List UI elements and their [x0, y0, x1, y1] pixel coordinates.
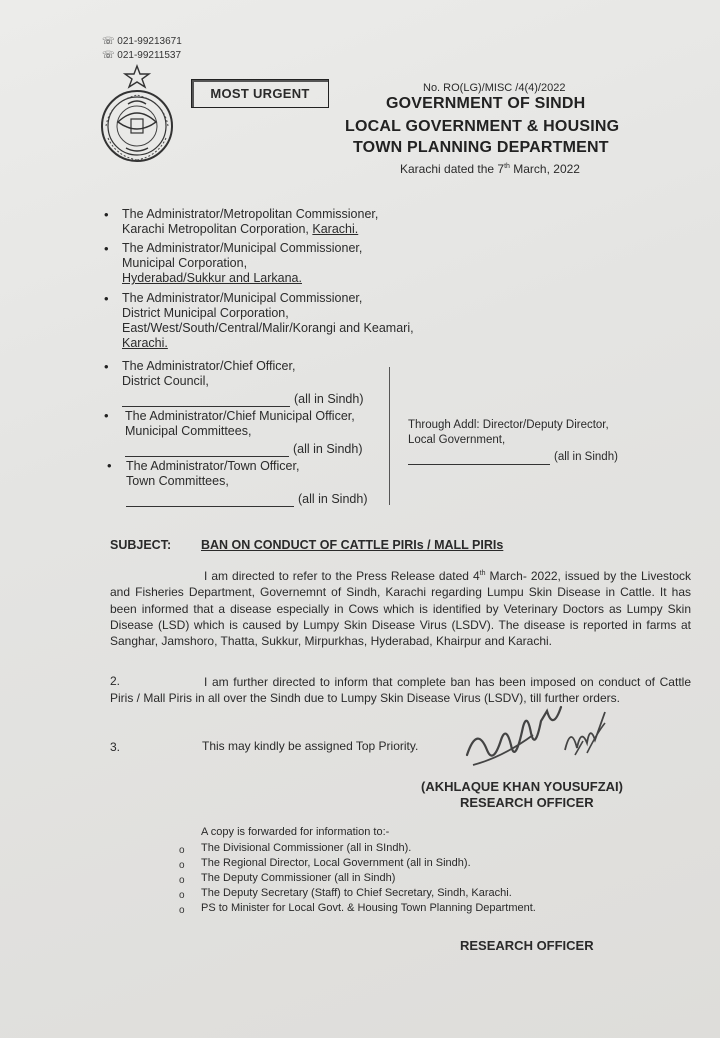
copy-intro: A copy is forwarded for information to:- — [201, 826, 390, 838]
paragraph-1 — [110, 566, 691, 649]
bullet: • — [107, 458, 112, 473]
blank-line — [125, 456, 289, 457]
header-department: LOCAL GOVERNMENT & HOUSING — [345, 118, 620, 135]
subject-label: SUBJECT: — [110, 538, 172, 552]
letter-date — [400, 162, 580, 176]
addressee-line: District Council, — [122, 374, 209, 388]
bullet: • — [104, 408, 109, 423]
blank-line — [122, 406, 290, 407]
blank-line — [126, 506, 294, 507]
addressee-line: (all in Sindh) — [294, 392, 364, 406]
bullet: • — [104, 241, 109, 256]
bullet: • — [104, 207, 109, 222]
copy-item: The Regional Director, Local Government (all in Sindh). — [201, 857, 471, 869]
header-town-planning: TOWN PLANNING DEPARTMENT — [353, 139, 609, 156]
fax-number: ☏ 021-99211537 — [102, 50, 182, 61]
addressee-line: Karachi. — [122, 336, 168, 350]
addressee-line: The Administrator/Metropolitan Commissioner, — [122, 207, 379, 221]
addressee-5 — [125, 409, 362, 457]
bullet: • — [104, 291, 109, 306]
blank-line — [408, 464, 550, 465]
through-line: Local Government, — [408, 433, 506, 446]
addressee-city: Karachi. — [312, 222, 359, 236]
signatory-name: (AKHLAQUE KHAN YOUSUFZAI) — [421, 779, 623, 794]
through-line: (all in Sindh) — [554, 451, 618, 463]
addressee-line: The Administrator/Chief Officer, — [122, 359, 296, 373]
copy-item: PS to Minister for Local Govt. & Housing Town Planning Department. — [201, 902, 536, 914]
date-prefix: Karachi dated the 7 — [400, 162, 505, 176]
addressee-line: The Administrator/Municipal Commissioner, — [122, 291, 363, 305]
circle-bullet: o — [179, 845, 185, 856]
paragraph-2-text: I am further directed to inform that complete ban has been imposed on conduct of Cattle Piris / Mall Piris in all over the Sindh due to Lumpy Skin Disease Virus (LSDV), till further orders. — [110, 675, 691, 706]
paragraph-3-number: 3. — [110, 740, 121, 754]
subject-text: BAN ON CONDUCT OF CATTLE PIRIs / MALL PIRIs — [201, 538, 504, 552]
most-urgent-stamp: MOST URGENT — [191, 79, 329, 108]
phone-number: ☏ 021-99213671 — [102, 36, 182, 47]
circle-bullet: o — [179, 875, 185, 886]
addressee-line: East/West/South/Central/Malir/Korangi and Keamari, — [122, 321, 414, 335]
date-sup: th — [504, 163, 510, 170]
copy-item: The Divisional Commissioner (all in SIndh). — [201, 842, 412, 854]
addressee-line: The Administrator/Chief Municipal Officer, — [125, 409, 355, 423]
header-government: GOVERNMENT OF SINDH — [386, 95, 586, 112]
separator-line — [389, 367, 390, 505]
addressee-6 — [126, 459, 367, 507]
circle-bullet: o — [179, 905, 185, 916]
addressee-4 — [122, 359, 363, 407]
paragraph-1-sup: th — [479, 570, 486, 577]
addressee-line: District Municipal Corporation, — [122, 306, 289, 320]
addressee-line: Karachi Metropolitan Corporation, — [122, 222, 313, 236]
sindh-government-emblem — [98, 64, 176, 166]
paragraph-1-a: I am directed to refer to the Press Release dated 4 — [204, 569, 480, 583]
footer-title: RESEARCH OFFICER — [460, 938, 594, 953]
circle-bullet: o — [179, 890, 185, 901]
paragraph-2 — [110, 674, 691, 707]
handwritten-signature — [455, 705, 625, 785]
addressee-line: Municipal Committees, — [125, 424, 252, 438]
through-line: Through Addl: Director/Deputy Director, — [408, 419, 609, 431]
paragraph-2-number: 2. — [110, 674, 121, 688]
addressee-line: (all in Sindh) — [293, 442, 363, 456]
addressee-line: The Administrator/Municipal Commissioner, — [122, 241, 363, 255]
paragraph-1-b: March- 2022, issued by the Livestock and Fisheries Department, Governemnt of Sindh, Karachi regarding Lumpu Skin Disease in Cattle. It has been informed that a disease especially in Cows which is identified by Veterinary Doctors as Lumpy Skin Disease (LSD) which is caused by Lumpy Skin Disease Virus (LSDV). The disease is reported in farms at Sanghar, Jamshoro, Thatta, Sukkur, Mirpurkhas, Hyderabad, Khairpur and Karachi. — [110, 569, 692, 649]
reference-number: No. RO(LG)/MISC /4(4)/2022 — [423, 82, 566, 94]
addressee-line: Hyderabad/Sukkur and Larkana. — [122, 271, 302, 285]
addressee-2 — [122, 241, 362, 286]
addressee-3 — [122, 291, 414, 351]
date-suffix: March, 2022 — [509, 162, 580, 176]
circle-bullet: o — [179, 860, 185, 871]
copy-item: The Deputy Commissioner (all in Sindh) — [201, 872, 396, 884]
addressee-line: Municipal Corporation, — [122, 256, 248, 270]
bullet: • — [104, 359, 109, 374]
addressee-line: Town Committees, — [126, 474, 229, 488]
addressee-line: The Administrator/Town Officer, — [126, 459, 300, 473]
addressee-1 — [122, 207, 378, 237]
copy-item: The Deputy Secretary (Staff) to Chief Secretary, Sindh, Karachi. — [201, 887, 512, 899]
addressee-line: (all in Sindh) — [298, 492, 368, 506]
signatory-title: RESEARCH OFFICER — [460, 795, 594, 810]
through-block — [408, 418, 618, 465]
paragraph-3: This may kindly be assigned Top Priority. — [202, 739, 419, 753]
